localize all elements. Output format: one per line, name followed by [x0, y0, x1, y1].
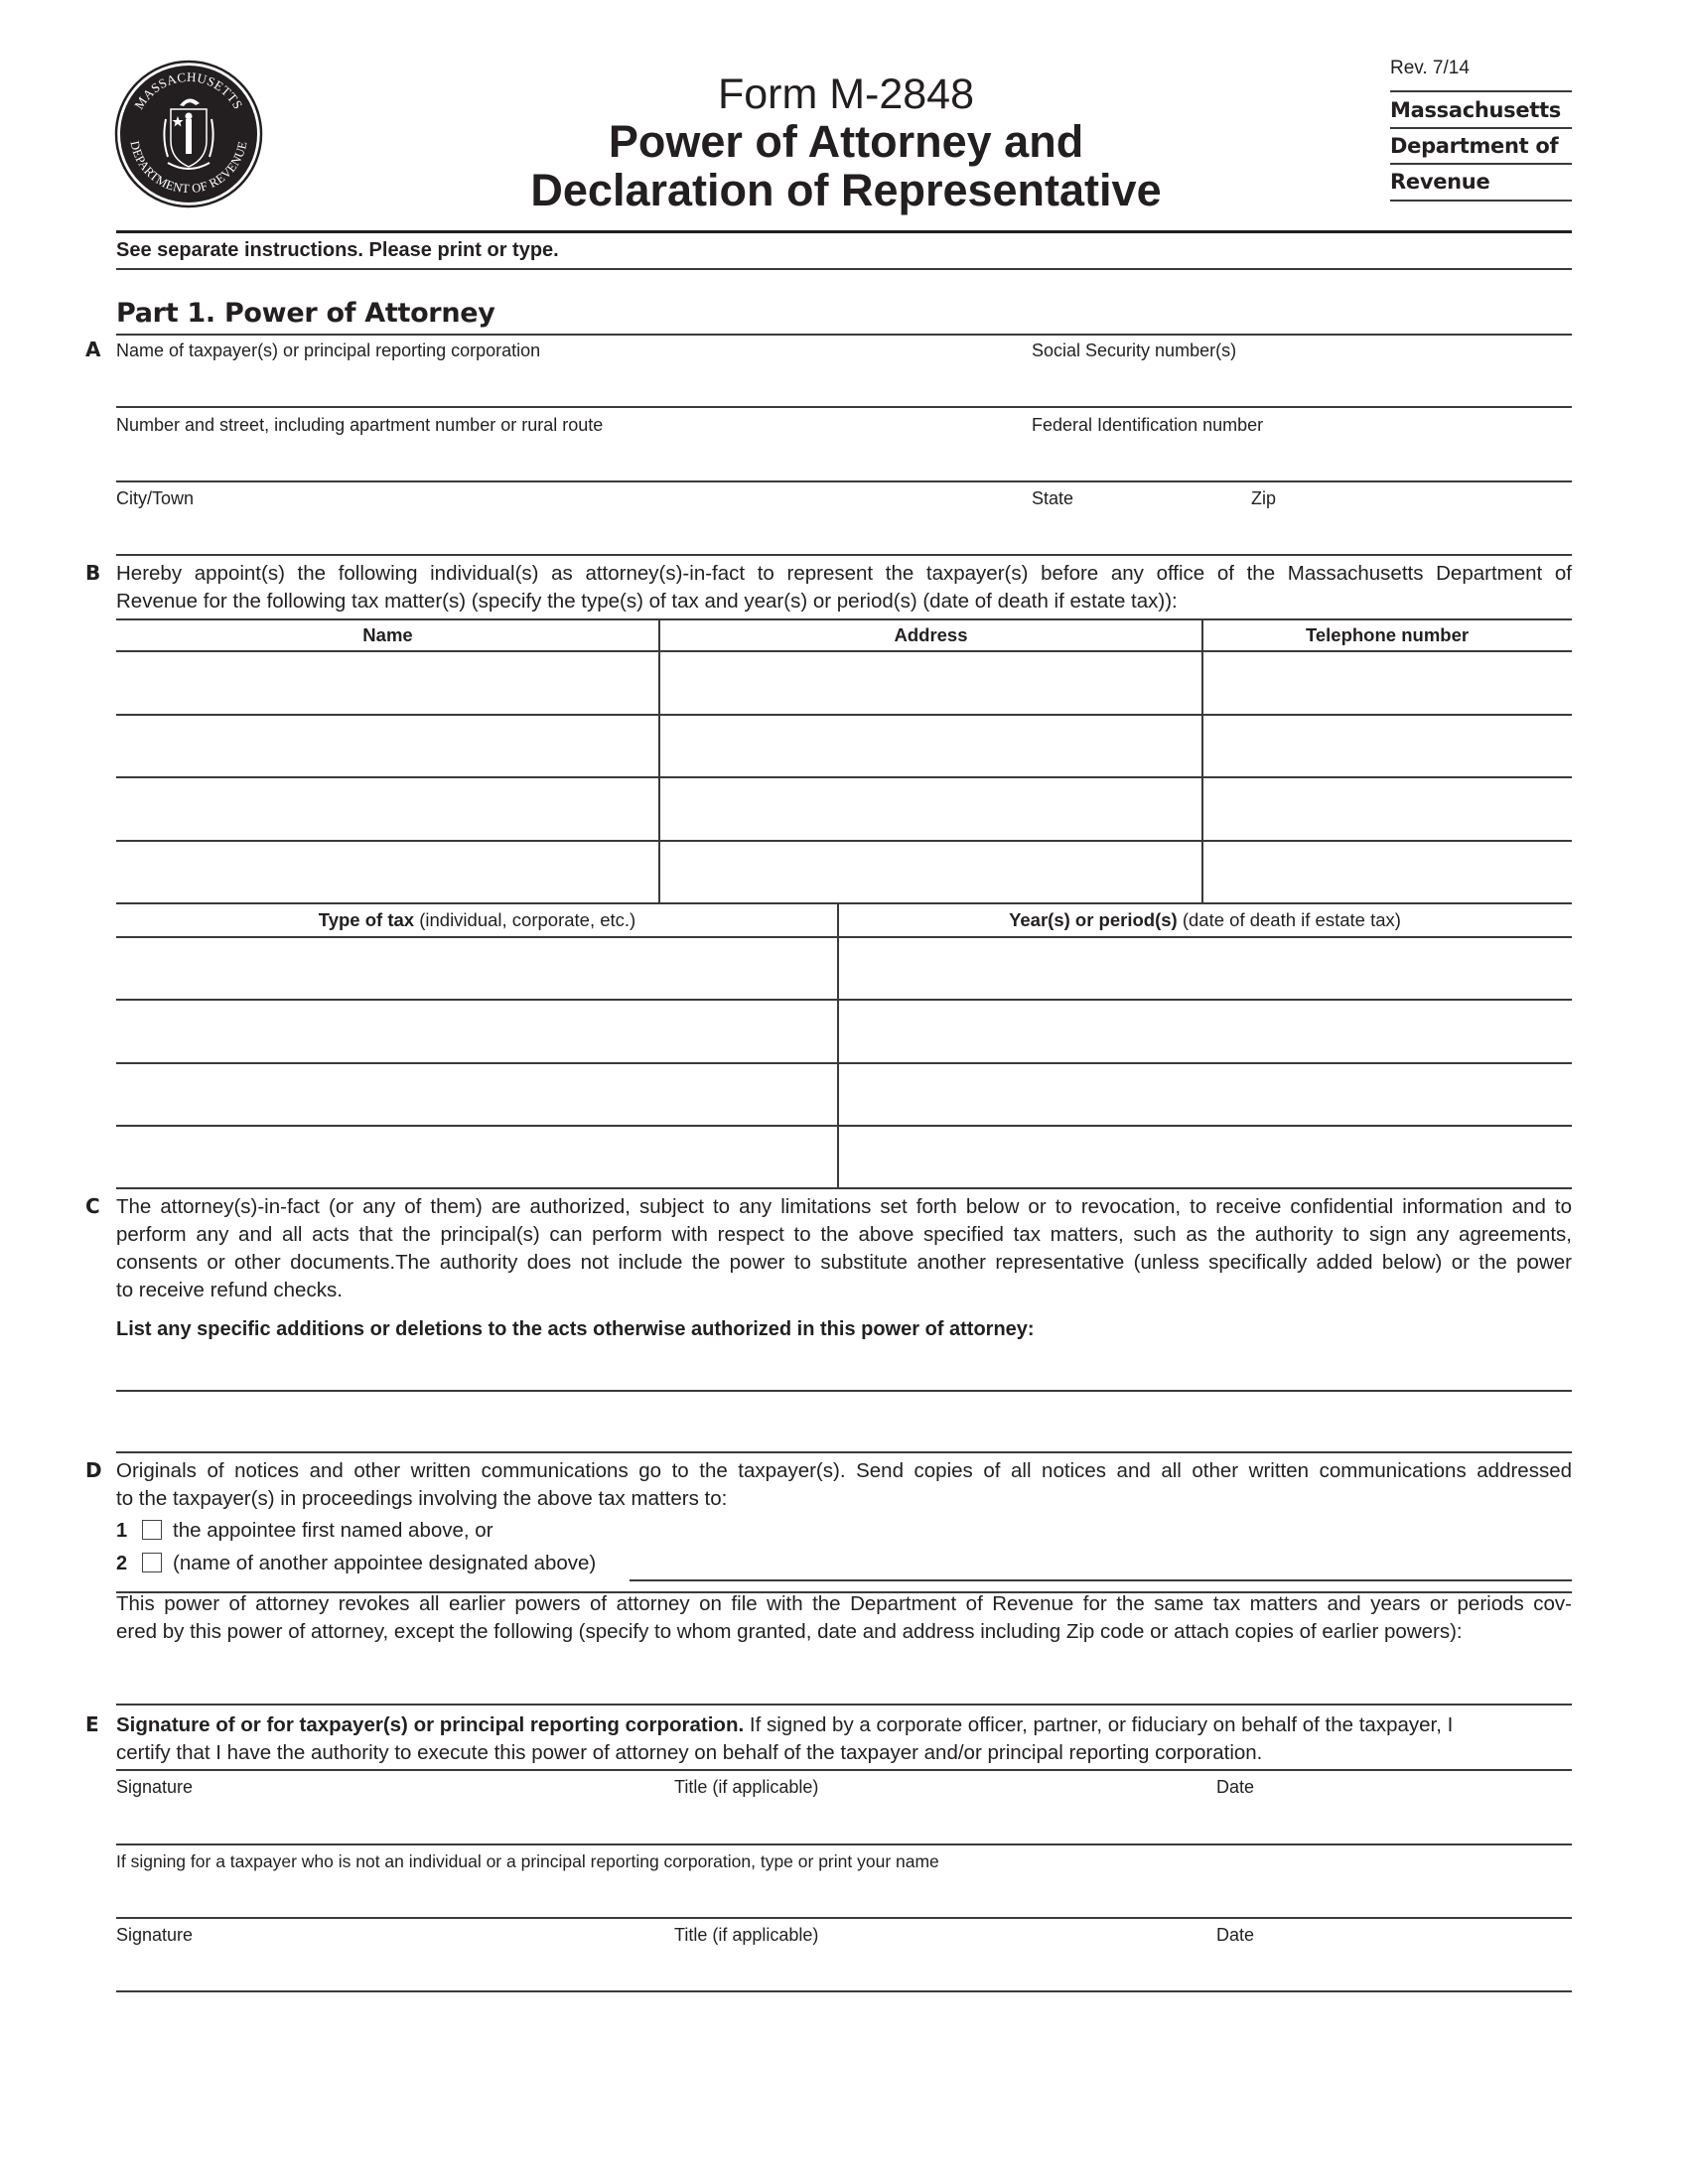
- section-e-text-line1: [116, 1711, 1572, 1739]
- type-of-tax-input[interactable]: [121, 1007, 835, 1058]
- revoke-text-line1: This power of attorney revokes all earlier powers of attorney on file with the Department of Revenue for the same tax matters and years or periods cov-: [116, 1592, 1572, 1615]
- years-bold: Year(s) or period(s): [1009, 909, 1178, 930]
- appointee-address-input[interactable]: [665, 659, 1200, 711]
- appointee-name-input[interactable]: [121, 784, 656, 836]
- option-2-checkbox[interactable]: [142, 1553, 162, 1572]
- agency-rule-3: [1390, 163, 1572, 165]
- date-input-1[interactable]: [1216, 1803, 1573, 1841]
- appointee-phone-input[interactable]: [1208, 659, 1570, 711]
- other-appointee-underline: [630, 1579, 1572, 1581]
- column-header-type-of-tax: [116, 909, 838, 931]
- section-e-text-rest: If signed by a corporate officer, partner, or fiduciary on behalf of the taxpayer, I: [744, 1713, 1454, 1736]
- signature-input-2[interactable]: [116, 1951, 656, 1988]
- year-period-input[interactable]: [844, 1007, 1571, 1058]
- form-title-line1: Power of Attorney and: [608, 116, 1084, 167]
- row-rule: [116, 840, 1572, 842]
- title-input-2[interactable]: [674, 1951, 1195, 1988]
- type-of-tax-bold: Type of tax: [318, 909, 415, 930]
- svg-text:MASSACHUSETTS: MASSACHUSETTS: [131, 68, 246, 112]
- column-header-telephone: Telephone number: [1305, 624, 1470, 645]
- date-input-2[interactable]: [1216, 1951, 1573, 1988]
- massachusetts-seal-icon: [114, 60, 263, 208]
- section-c-text-line2: perform any and all acts that the principal(s) can perform with respect to the above specified tax matters, such as the authority to sign any agreements,: [116, 1223, 1572, 1246]
- signature-input-1[interactable]: [116, 1803, 656, 1841]
- option-1-number: 1: [116, 1520, 128, 1542]
- year-period-input[interactable]: [844, 1069, 1571, 1121]
- column-divider: [1201, 619, 1203, 904]
- signature-label: Signature: [116, 1777, 194, 1797]
- svg-text:DEPARTMENT OF REVENUE: DEPARTMENT OF REVENUE: [127, 139, 250, 197]
- column-header-address: Address: [894, 624, 968, 645]
- agency-name-line1: Massachusetts: [1390, 98, 1562, 122]
- state-input[interactable]: [1032, 514, 1234, 552]
- section-c-text-line4: to receive refund checks.: [116, 1279, 343, 1301]
- row-rule: [116, 776, 1572, 778]
- years-note: (date of death if estate tax): [1177, 909, 1401, 930]
- zip-label: Zip: [1251, 488, 1277, 508]
- column-divider: [658, 619, 660, 904]
- row-rule: [116, 1917, 1572, 1919]
- agency-rule-4: [1390, 200, 1572, 202]
- title-input-1[interactable]: [674, 1803, 1195, 1841]
- taxpayer-name-label: Name of taxpayer(s) or principal reporting corporation: [116, 341, 541, 360]
- appointee-phone-input[interactable]: [1208, 784, 1570, 836]
- appointee-name-input[interactable]: [121, 659, 656, 711]
- type-of-tax-input[interactable]: [121, 944, 835, 996]
- section-e-bold-text: Signature of or for taxpayer(s) or principal reporting corporation.: [116, 1713, 745, 1736]
- street-label: Number and street, including apartment number or rural route: [116, 415, 604, 435]
- revision-date: Rev. 7/14: [1390, 58, 1470, 78]
- type-of-tax-note: (individual, corporate, etc.): [414, 909, 636, 930]
- form-title-line2: Declaration of Representative: [530, 165, 1162, 215]
- row-rule: [116, 554, 1572, 556]
- appointee-phone-input[interactable]: [1208, 847, 1570, 898]
- row-rule: [116, 902, 1572, 904]
- table-header-rule: [116, 650, 1572, 652]
- appointees-table-top: [116, 618, 1572, 620]
- city-input[interactable]: [116, 514, 1014, 552]
- section-d-text-line2: to the taxpayer(s) in proceedings involving the above tax matters to:: [116, 1487, 728, 1510]
- section-a-letter: A: [85, 338, 101, 361]
- ssn-label: Social Security number(s): [1032, 341, 1237, 360]
- agency-name-line2: Department of: [1390, 134, 1559, 158]
- row-rule: [116, 1990, 1572, 1992]
- header-divider: [116, 230, 1572, 233]
- row-rule: [116, 406, 1572, 408]
- appointee-name-input[interactable]: [121, 847, 656, 898]
- column-header-years: [838, 909, 1572, 931]
- row-rule: [116, 714, 1572, 716]
- street-input[interactable]: [116, 441, 1014, 478]
- section-c-letter: C: [85, 1194, 100, 1218]
- section-b-text-line2: Revenue for the following tax matter(s) (specify the type(s) of tax and year(s) or period(s) (date of death if estate tax)):: [116, 590, 1178, 613]
- row-rule: [116, 999, 1572, 1001]
- row-rule: [116, 1390, 1572, 1392]
- signature-label: Signature: [116, 1925, 194, 1945]
- dor-seal: [114, 60, 263, 208]
- table-header-rule: [116, 936, 1572, 938]
- option-2-number: 2: [116, 1553, 128, 1574]
- agency-name-line3: Revenue: [1390, 170, 1490, 194]
- row-rule: [116, 480, 1572, 482]
- type-of-tax-input[interactable]: [121, 1132, 835, 1183]
- section-e-letter: E: [85, 1712, 99, 1736]
- type-of-tax-input[interactable]: [121, 1069, 835, 1121]
- row-rule: [116, 1704, 1572, 1706]
- fein-input[interactable]: [1032, 441, 1572, 478]
- form-number: Form M-2848: [717, 70, 975, 118]
- agency-rule-1: [1390, 90, 1572, 92]
- instructions-note: See separate instructions. Please print or type.: [116, 239, 559, 261]
- additions-input-line1[interactable]: [116, 1350, 1576, 1388]
- part1-heading: Part 1. Power of Attorney: [116, 298, 495, 329]
- instructions-rule: [116, 268, 1572, 270]
- appointee-name-input[interactable]: [121, 722, 656, 773]
- row-rule: [116, 1769, 1572, 1771]
- section-c-text-line1: The attorney(s)-in-fact (or any of them) are authorized, subject to any limitations set forth below or to revocation, to receive confidential information and to: [116, 1195, 1572, 1218]
- print-name-input[interactable]: [116, 1878, 1576, 1916]
- year-period-input[interactable]: [844, 944, 1571, 996]
- title-label: Title (if applicable): [674, 1925, 819, 1945]
- revoke-text-line2: ered by this power of attorney, except the following (specify to whom granted, date and address including Zip code or attach copies of earlier powers):: [116, 1620, 1463, 1643]
- section-c-text-line3: consents or other documents.The authority does not include the power to substitute another representative (unless specifically added below) or the power: [116, 1251, 1572, 1274]
- option-1-label: the appointee first named above, or: [173, 1519, 493, 1542]
- row-rule: [116, 1451, 1572, 1453]
- section-e-text-line2: certify that I have the authority to execute this power of attorney on behalf of the taxpayer and/or principal reporting corporation.: [116, 1741, 1263, 1764]
- row-rule: [116, 1843, 1572, 1845]
- appointee-address-input[interactable]: [665, 784, 1200, 836]
- option-1-checkbox[interactable]: [142, 1520, 162, 1540]
- additions-label: List any specific additions or deletions to the acts otherwise authorized in this power of attorney:: [116, 1318, 1035, 1340]
- part1-rule: [116, 334, 1572, 336]
- section-b-text-line1: Hereby appoint(s) the following individual(s) as attorney(s)-in-fact to represent the taxpayer(s) before any office of the Massachusetts Department of: [116, 562, 1572, 585]
- fein-label: Federal Identification number: [1032, 415, 1264, 435]
- row-rule: [116, 1062, 1572, 1064]
- zip-input[interactable]: [1251, 514, 1573, 552]
- title-label: Title (if applicable): [674, 1777, 819, 1797]
- ssn-input[interactable]: [1032, 367, 1572, 405]
- date-label: Date: [1216, 1925, 1255, 1945]
- column-divider: [837, 903, 839, 1188]
- appointee-address-input[interactable]: [665, 847, 1200, 898]
- row-rule: [116, 1125, 1572, 1127]
- state-label: State: [1032, 488, 1074, 508]
- taxpayer-name-input[interactable]: [116, 367, 1014, 405]
- column-header-name: Name: [362, 624, 413, 645]
- section-d-text-line1: Originals of notices and other written communications go to the taxpayer(s). Send copies of all notices and all other written communications addressed: [116, 1459, 1572, 1482]
- section-b-letter: B: [85, 561, 101, 585]
- option-2-label: (name of another appointee designated above): [173, 1552, 597, 1574]
- appointee-address-input[interactable]: [665, 722, 1200, 773]
- additions-input-line2[interactable]: [116, 1412, 1576, 1449]
- row-rule: [116, 1187, 1572, 1189]
- year-period-input[interactable]: [844, 1132, 1571, 1183]
- city-label: City/Town: [116, 488, 195, 508]
- other-appointee-input[interactable]: [630, 1549, 1575, 1580]
- print-name-label: If signing for a taxpayer who is not an individual or a principal reporting corporation, type or print your name: [116, 1851, 939, 1871]
- appointee-phone-input[interactable]: [1208, 722, 1570, 773]
- agency-rule-2: [1390, 127, 1572, 129]
- date-label: Date: [1216, 1777, 1255, 1797]
- section-d-letter: D: [85, 1458, 102, 1482]
- prior-powers-exceptions-input[interactable]: [116, 1664, 1576, 1702]
